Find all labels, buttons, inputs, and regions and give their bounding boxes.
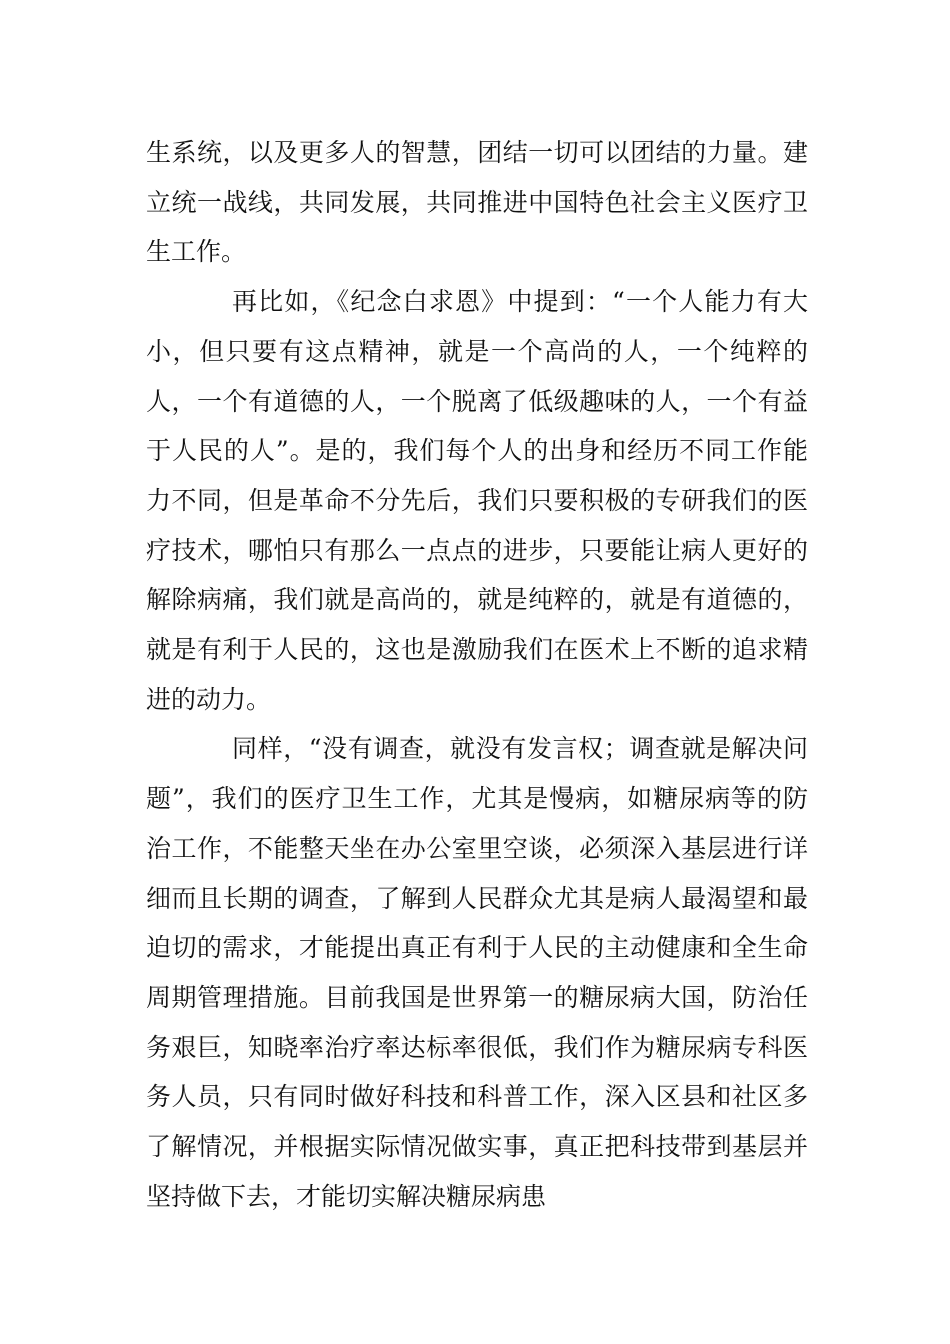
- body-text: [146, 128, 808, 1221]
- paragraph-1: 生系统，以及更多人的智慧，团结一切可以团结的力量。建立统一战线，共同发展，共同推进中国特色社会主义医疗卫生工作。: [146, 138, 808, 267]
- paragraph-2: 再比如，《纪念白求恩》中提到：“一个人能力有大小，但只要有这点精神，就是一个高尚的人，一个纯粹的人，一个有道德的人，一个脱离了低级趣味的人，一个有益于人民的人”。是的，我们每个人的出身和经历不同工作能力不同，但是革命不分先后，我们只要积极的专研我们的医疗技术，哪怕只有那么一点点的进步，只要能让病人更好的解除病痛，我们就是高尚的，就是纯粹的，就是有道德的，就是有利于人民的，这也是激励我们在医术上不断的追求精进的动力。: [146, 287, 808, 714]
- paragraph-3: 同样，“没有调查，就没有发言权；调查就是解决问题”，我们的医疗卫生工作，尤其是慢病，如糖尿病等的防治工作，不能整天坐在办公室里空谈，必须深入基层进行详细而且长期的调查，了解到人民群众尤其是病人最渴望和最迫切的需求，才能提出真正有利于人民的主动健康和全生命周期管理措施。目前我国是世界第一的糖尿病大国，防治任务艰巨，知晓率治疗率达标率很低，我们作为糖尿病专科医务人员，只有同时做好科技和科普工作，深入区县和社区多了解情况，并根据实际情况做实事，真正把科技带到基层并坚持做下去，才能切实解决糖尿病患: [146, 734, 808, 1211]
